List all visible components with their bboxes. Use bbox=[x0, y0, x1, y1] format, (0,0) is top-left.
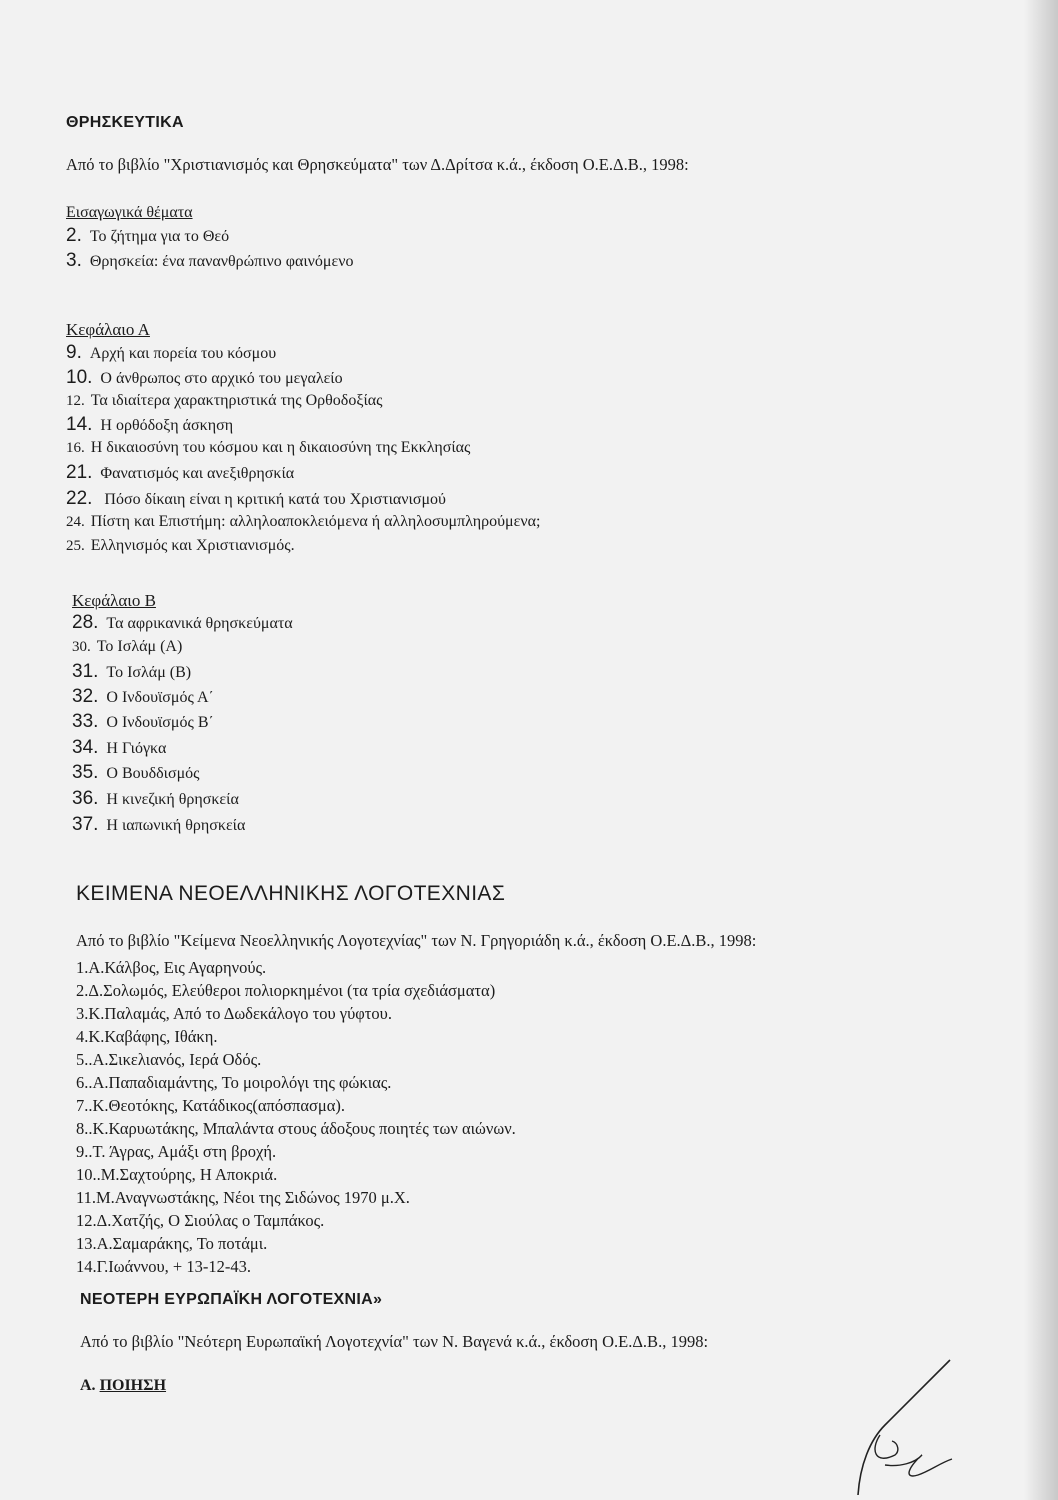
list-item bbox=[66, 438, 470, 458]
poetry-heading bbox=[80, 1376, 166, 1396]
list-item-text: Ο Ινδουϊσμός Α΄ bbox=[106, 689, 214, 706]
literature-item: 1.Α.Κάλβος, Εις Αγαρηνούς. bbox=[76, 958, 267, 977]
literature-item: 8..Κ.Καρυωτάκης, Μπαλάντα στους άδοξους ποιητές των αιώνων. bbox=[76, 1119, 516, 1138]
list-item-text: Φανατισμός και ανεξιθρησκία bbox=[100, 465, 295, 482]
literature-item: 11.Μ.Αναγνωστάκης, Νέοι της Σιδώνος 1970 μ.Χ. bbox=[76, 1188, 410, 1207]
list-item-number: 16. bbox=[66, 440, 85, 456]
european-source: Από το βιβλίο "Νεότερη Ευρωπαϊκή Λογοτεχνία" των Ν. Βαγενά κ.ά., έκδοση Ο.Ε.Δ.Β., 1998: bbox=[80, 1332, 709, 1351]
literature-item: 5..Α.Σικελιανός, Ιερά Οδός. bbox=[76, 1050, 262, 1069]
list-item-number: 32. bbox=[72, 686, 99, 707]
list-item bbox=[72, 662, 191, 683]
list-item bbox=[72, 637, 182, 657]
list-item-number: 10. bbox=[66, 367, 93, 388]
list-item bbox=[66, 489, 446, 510]
poetry-heading-label: ΠΟΙΗΣΗ bbox=[99, 1377, 167, 1394]
literature-item: 10..Μ.Σαχτούρης, Η Αποκριά. bbox=[76, 1165, 278, 1184]
chapter-b-heading: Κεφάλαιο Β bbox=[72, 591, 156, 610]
list-item-number: 34. bbox=[72, 737, 99, 758]
list-item-text: Το Ισλάμ (Β) bbox=[106, 664, 192, 681]
literature-item: 2.Δ.Σολωμός, Ελεύθεροι πολιορκημένοι (τα τρία σχεδιάσματα) bbox=[76, 981, 496, 1000]
list-item-number: 37. bbox=[72, 814, 99, 835]
list-item-number: 36. bbox=[72, 788, 99, 809]
list-item bbox=[72, 815, 245, 836]
religion-title: ΘΡΗΣΚΕΥΤΙΚΑ bbox=[66, 114, 184, 131]
european-title: ΝΕΟΤΕΡΗ ΕΥΡΩΠΑΪΚΗ ΛΟΓΟΤΕΧΝΙΑ» bbox=[80, 1291, 383, 1308]
list-item bbox=[66, 536, 295, 556]
list-item bbox=[72, 789, 239, 810]
chapter-a-heading: Κεφάλαιο Α bbox=[66, 320, 150, 339]
list-item-text: Πόσο δίκαιη είναι η κριτική κατά του Χριστιανισμού bbox=[100, 491, 446, 508]
list-item bbox=[66, 415, 233, 436]
list-item-number: 22. bbox=[66, 488, 93, 509]
list-item-number: 31. bbox=[72, 661, 99, 682]
list-item-number: 25. bbox=[66, 538, 85, 554]
list-item-number: 21. bbox=[66, 462, 93, 483]
list-item-text: Πίστη και Επιστήμη: αλληλοαποκλειόμενα ή αλληλοσυμπληρούμενα; bbox=[90, 513, 541, 530]
list-item-text: Θρησκεία: ένα πανανθρώπινο φαινόμενο bbox=[89, 253, 354, 270]
list-item bbox=[66, 226, 229, 247]
literature-title: ΚΕΙΜΕΝΑ ΝΕΟΕΛΛΗΝΙΚΗΣ ΛΟΓΟΤΕΧΝΙΑΣ bbox=[76, 882, 506, 905]
list-item bbox=[72, 613, 293, 634]
literature-item: 3.Κ.Παλαμάς, Από το Δωδεκάλογο του γύφτου. bbox=[76, 1004, 392, 1023]
poetry-heading-prefix: Α. bbox=[80, 1377, 100, 1394]
signature bbox=[840, 1355, 980, 1500]
list-item bbox=[66, 368, 343, 389]
list-item-text: Η δικαιοσύνη του κόσμου και η δικαιοσύνη της Εκκλησίας bbox=[90, 439, 471, 456]
list-item-text: Η ιαπωνική θρησκεία bbox=[106, 817, 246, 834]
list-item-text: Αρχή και πορεία του κόσμου bbox=[89, 345, 277, 362]
list-item-text: Ελληνισμός και Χριστιανισμός. bbox=[90, 537, 295, 554]
list-item-number: 12. bbox=[66, 393, 85, 409]
list-item-text: Ο άνθρωπος στο αρχικό του μεγαλείο bbox=[100, 370, 343, 387]
list-item-number: 3. bbox=[66, 250, 82, 271]
list-item-text: Τα αφρικανικά θρησκεύματα bbox=[106, 615, 293, 632]
list-item-number: 14. bbox=[66, 414, 93, 435]
list-item-number: 33. bbox=[72, 711, 99, 732]
list-item-text: Το Ισλάμ (Α) bbox=[96, 638, 183, 655]
list-item-text: Ο Βουδδισμός bbox=[106, 765, 200, 782]
list-item-text: Τα ιδιαίτερα χαρακτηριστικά της Ορθοδοξίας bbox=[90, 392, 383, 409]
literature-item: 9..Τ. Άγρας, Αμάξι στη βροχή. bbox=[76, 1142, 277, 1161]
list-item-text: Η Γιόγκα bbox=[106, 740, 167, 757]
list-item-number: 24. bbox=[66, 514, 85, 530]
list-item-number: 2. bbox=[66, 225, 82, 246]
page-fold-shadow bbox=[1024, 0, 1058, 1500]
list-item-number: 35. bbox=[72, 762, 99, 783]
religion-source: Από το βιβλίο "Χριστιανισμός και Θρησκεύματα" των Δ.Δρίτσα κ.ά., έκδοση Ο.Ε.Δ.Β., 1998: bbox=[66, 155, 689, 174]
list-item bbox=[66, 512, 540, 532]
list-item bbox=[66, 251, 353, 272]
list-item bbox=[66, 343, 276, 364]
list-item bbox=[72, 738, 166, 759]
list-item bbox=[72, 687, 214, 708]
list-item-text: Το ζήτημα για το Θεό bbox=[89, 228, 230, 245]
literature-item: 7..Κ.Θεοτόκης, Κατάδικος(απόσπασμα). bbox=[76, 1096, 346, 1115]
list-item-text: Η κινεζική θρησκεία bbox=[106, 791, 239, 808]
list-item bbox=[72, 763, 200, 784]
list-item-number: 28. bbox=[72, 612, 99, 633]
list-item bbox=[66, 463, 294, 484]
literature-item: 13.Α.Σαμαράκης, Το ποτάμι. bbox=[76, 1234, 268, 1253]
literature-source: Από το βιβλίο "Κείμενα Νεοελληνικής Λογοτεχνίας" των Ν. Γρηγοριάδη κ.ά., έκδοση Ο.Ε.Δ.Β., 1998: bbox=[76, 931, 757, 950]
literature-item: 14.Γ.Ιωάννου, + 13-12-43. bbox=[76, 1257, 251, 1276]
literature-item: 6..Α.Παπαδιαμάντης, Το μοιρολόγι της φώκιας. bbox=[76, 1073, 392, 1092]
list-item-text: Ο Ινδουϊσμός Β΄ bbox=[106, 714, 214, 731]
literature-item: 12.Δ.Χατζής, Ο Σιούλας ο Ταμπάκος. bbox=[76, 1211, 325, 1230]
literature-item: 4.Κ.Καβάφης, Ιθάκη. bbox=[76, 1027, 218, 1046]
list-item-number: 30. bbox=[72, 639, 91, 655]
intro-heading: Εισαγωγικά θέματα bbox=[66, 204, 193, 221]
list-item-number: 9. bbox=[66, 342, 82, 363]
list-item-text: Η ορθόδοξη άσκηση bbox=[100, 417, 234, 434]
list-item bbox=[72, 712, 214, 733]
list-item bbox=[66, 391, 383, 411]
